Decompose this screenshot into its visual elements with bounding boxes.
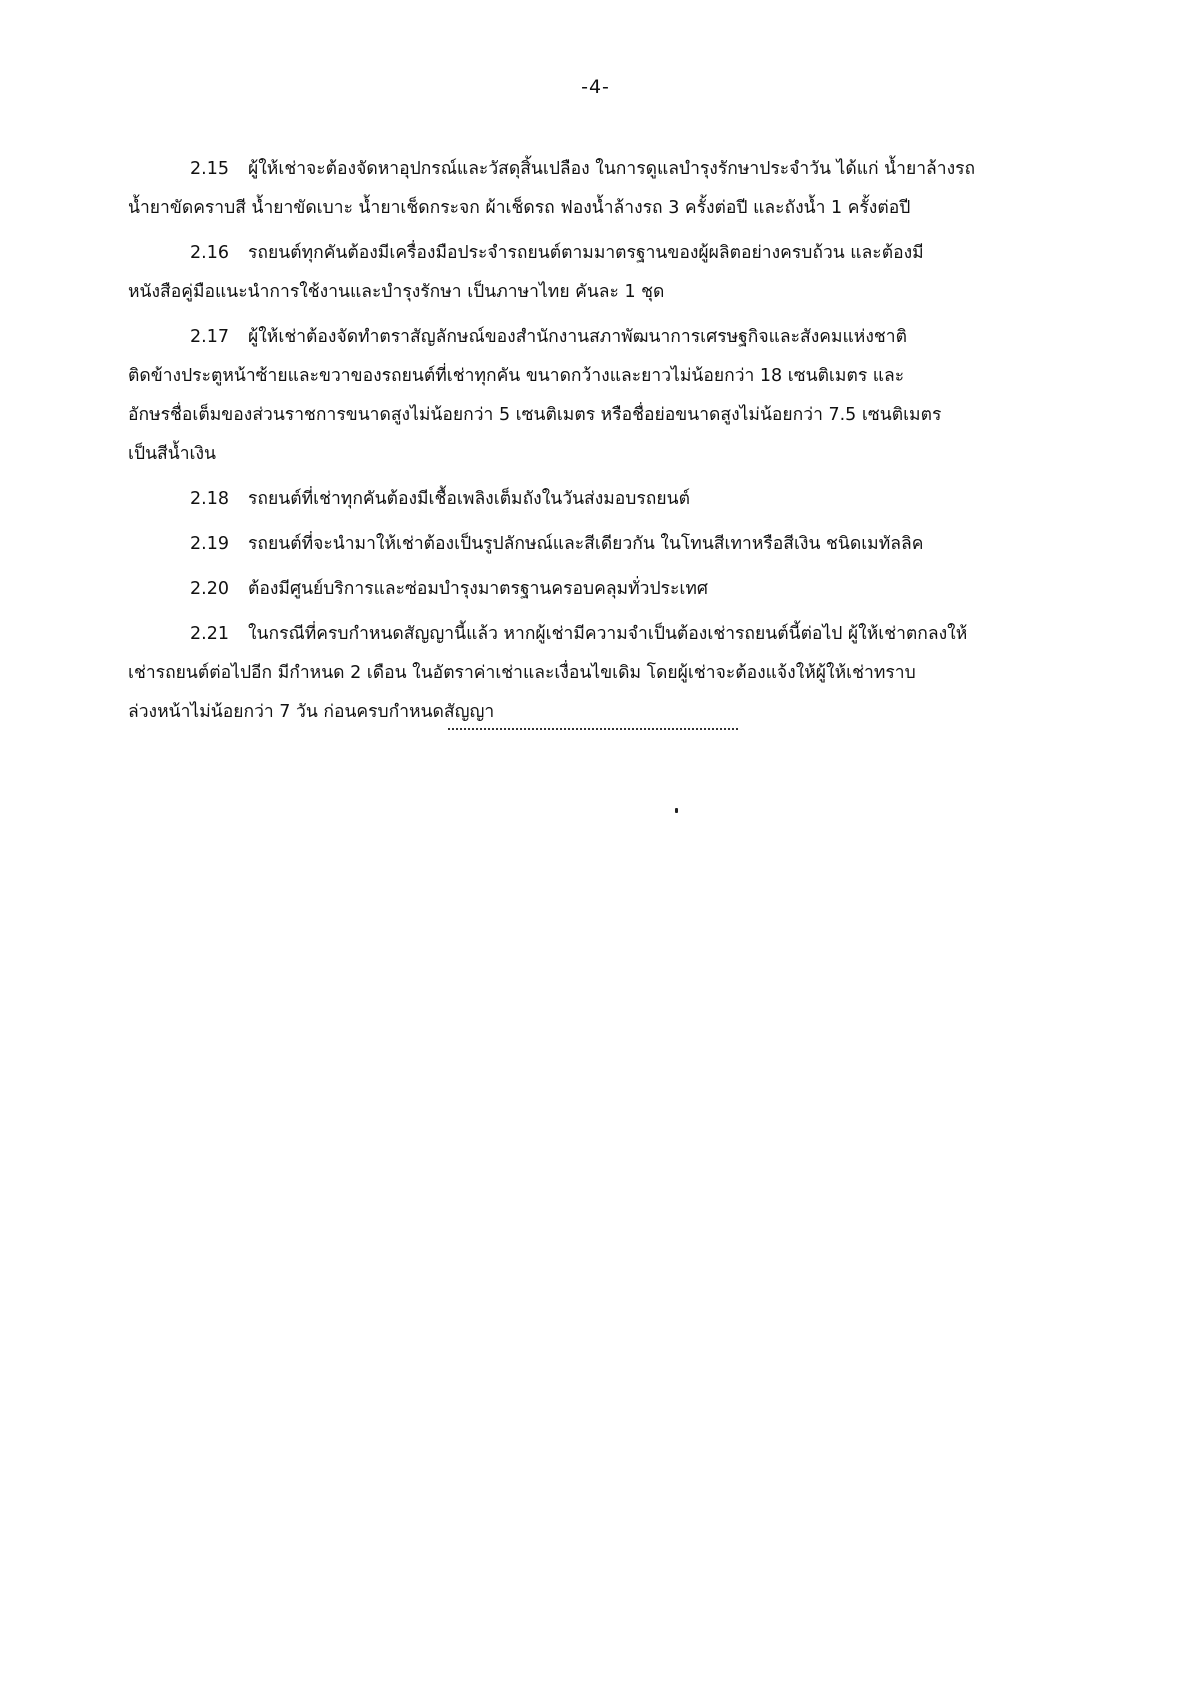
clause-text: รถยนต์ทุกคันต้องมีเครื่องมือประจำรถยนต์ตามมาตรฐานของผู้ผลิตอย่างครบถ้วน และต้องมี xyxy=(248,243,924,263)
clause-number: 2.19 xyxy=(190,534,229,554)
clause-text: รถยนต์ที่เช่าทุกคันต้องมีเชื้อเพลิงเต็มถังในวันส่งมอบรถยนต์ xyxy=(248,489,690,509)
clause-line: เช่ารถยนต์ต่อไปอีก มีกำหนด 2 เดือน ในอัตราค่าเช่าและเงื่อนไขเดิม โดยผู้เช่าจะต้องแจ้งให้ผู้ให้เช่าทราบ xyxy=(128,663,916,683)
clause-number: 2.17 xyxy=(190,327,229,347)
clause-line: น้ำยาขัดคราบสี น้ำยาขัดเบาะ น้ำยาเช็ดกระจก ผ้าเช็ดรถ ฟองน้ำล้างรถ 3 ครั้งต่อปี และถังน้ำ 1 ครั้งต่อปี xyxy=(128,198,911,218)
clause-line: ติดข้างประตูหน้าซ้ายและขวาของรถยนต์ที่เช่าทุกคัน ขนาดกว้างและยาวไม่น้อยกว่า 18 เซนติเมตร และ xyxy=(128,366,905,386)
clause-2-16 xyxy=(128,234,1046,312)
clause-text: ผู้ให้เช่าจะต้องจัดหาอุปกรณ์และวัสดุสิ้นเปลือง ในการดูแลบำรุงรักษาประจำวัน ได้แก่ น้ำยาล้างรถ xyxy=(248,159,976,179)
clause-first-line xyxy=(128,150,1046,189)
clause-number: 2.18 xyxy=(190,489,229,509)
clause-2-17 xyxy=(128,318,1046,474)
clause-2-21 xyxy=(128,615,1046,732)
clause-2-18 xyxy=(128,480,1046,519)
clause-text: ผู้ให้เช่าต้องจัดทำตราสัญลักษณ์ของสำนักงานสภาพัฒนาการเศรษฐกิจและสังคมแห่งชาติ xyxy=(248,327,907,347)
clause-first-line xyxy=(128,480,1046,519)
scan-speck xyxy=(675,808,678,813)
clause-2-20 xyxy=(128,570,1046,609)
clause-number: 2.20 xyxy=(190,579,229,599)
clause-text: รถยนต์ที่จะนำมาให้เช่าต้องเป็นรูปลักษณ์และสีเดียวกัน ในโทนสีเทาหรือสีเงิน ชนิดเมทัลลิค xyxy=(248,534,924,554)
clause-first-line xyxy=(128,234,1046,273)
clause-line: อักษรชื่อเต็มของส่วนราชการขนาดสูงไม่น้อยกว่า 5 เซนติเมตร หรือชื่อย่อขนาดสูงไม่น้อยกว่า 7.5 เซนติเมตร xyxy=(128,405,942,425)
clause-line: ล่วงหน้าไม่น้อยกว่า 7 วัน ก่อนครบกำหนดสัญญา xyxy=(128,702,495,722)
clause-number: 2.15 xyxy=(190,159,229,179)
clause-first-line xyxy=(128,318,1046,357)
end-dotted-rule xyxy=(448,728,738,730)
clause-text: ต้องมีศูนย์บริการและซ่อมบำรุงมาตรฐานครอบคลุมทั่วประเทศ xyxy=(248,579,708,599)
clause-line: หนังสือคู่มือแนะนำการใช้งานและบำรุงรักษา เป็นภาษาไทย คันละ 1 ชุด xyxy=(128,282,665,302)
clause-line: เป็นสีน้ำเงิน xyxy=(128,444,217,464)
clause-2-19 xyxy=(128,525,1046,564)
page-number: -4- xyxy=(581,76,610,98)
clause-first-line xyxy=(128,525,1046,564)
clause-first-line xyxy=(128,615,1046,654)
clause-list xyxy=(128,150,1046,738)
clause-text: ในกรณีที่ครบกำหนดสัญญานี้แล้ว หากผู้เช่ามีความจำเป็นต้องเช่ารถยนต์นี้ต่อไป ผู้ให้เช่าตกลงให้ xyxy=(248,624,968,644)
clause-first-line xyxy=(128,570,1046,609)
clause-number: 2.21 xyxy=(190,624,229,644)
clause-number: 2.16 xyxy=(190,243,229,263)
clause-2-15 xyxy=(128,150,1046,228)
